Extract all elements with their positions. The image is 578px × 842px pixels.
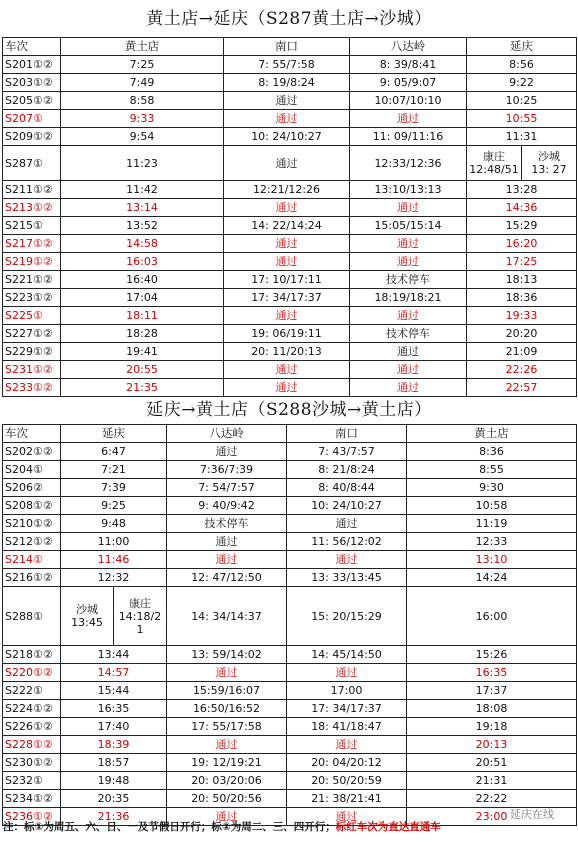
time-cell: 9:22 [467,74,577,92]
kangzhuang-time: 14:18/2 1 [118,609,162,636]
table-row [3,682,577,700]
time-cell: 8: 40/8:44 [287,479,407,497]
time-cell: 9: 40/9:42 [167,497,287,515]
time-cell: 18:08 [407,700,577,718]
train-number: S215① [3,217,61,235]
shacheng-time: 13:45 [71,616,103,629]
time-cell: 20:35 [61,790,167,808]
table-row [3,569,577,587]
train-number: S221①② [3,271,61,289]
watermark: 延庆在线 [510,808,554,821]
time-cell: 7:25 [61,56,224,74]
train-number: S201①② [3,56,61,74]
train-number: S229①② [3,343,61,361]
time-cell: 18:13 [467,271,577,289]
header-col: 黄土店 [407,425,577,443]
time-cell: 17:40 [61,718,167,736]
time-cell: 15:29 [467,217,577,235]
table-row [3,718,577,736]
train-number: S207① [3,110,61,128]
train-number: S214① [3,551,61,569]
time-cell: 20: 50/20:56 [167,790,287,808]
time-cell: 20:51 [407,754,577,772]
header-row [3,425,577,443]
train-number: S234①② [3,790,61,808]
train-number: S209①② [3,128,61,146]
time-cell: 通过 [224,110,350,128]
time-cell: 通过 [287,736,407,754]
time-cell: 16:20 [467,235,577,253]
time-cell: 13:14 [61,199,224,217]
time-cell: 21:31 [407,772,577,790]
time-cell: 8:56 [467,56,577,74]
table-row [3,461,577,479]
table-row [3,646,577,664]
table-row [3,235,577,253]
train-number: S230①② [3,754,61,772]
train-number: S228①② [3,736,61,754]
time-cell: 20: 11/20:13 [224,343,350,361]
train-number: S225① [3,307,61,325]
table-row [3,253,577,271]
time-cell: 14:24 [407,569,577,587]
time-cell: 17:00 [287,682,407,700]
time-cell: 15:05/15:14 [350,217,467,235]
train-number: S212①② [3,533,61,551]
time-cell: 19:48 [61,772,167,790]
time-cell: 通过 [350,307,467,325]
time-cell: 22:57 [467,379,577,397]
table-row [3,551,577,569]
time-cell: 13: 33/13:45 [287,569,407,587]
table-row [3,217,577,235]
time-cell: 11:42 [61,181,224,199]
time-cell: 7: 54/7:57 [167,479,287,497]
time-cell: 8: 39/8:41 [350,56,467,74]
time-cell: 18:39 [61,736,167,754]
train-number: S223①② [3,289,61,307]
time-cell: 16:00 [407,587,577,646]
time-cell: 6:47 [61,443,167,461]
time-cell: 17:37 [407,682,577,700]
train-number: S202①② [3,443,61,461]
table-row [3,271,577,289]
train-number: S224①② [3,700,61,718]
table-row [3,128,577,146]
time-cell: 14:36 [467,199,577,217]
time-cell: 11:46 [61,551,167,569]
table-row [3,343,577,361]
time-cell: 16:03 [61,253,224,271]
header-col: 南口 [224,38,350,56]
table-row [3,181,577,199]
time-cell: 9: 05/9:07 [350,74,467,92]
train-number: S226①② [3,718,61,736]
kangzhuang-cell [467,146,522,181]
header-train: 车次 [3,38,61,56]
header-col: 八达岭 [350,38,467,56]
time-cell: 18:36 [467,289,577,307]
train-number: S233①② [3,379,61,397]
footnote-text: 注：标①为周五、六、日、一及节假日开行；标②为周二、三、四开行； [3,821,336,833]
time-cell: 17: 10/17:11 [224,271,350,289]
header-col: 延庆 [467,38,577,56]
time-cell: 11:23 [61,146,224,181]
footnote-red-text: 标红车次为直达直通车 [335,821,441,833]
time-cell: 12:21/12:26 [224,181,350,199]
time-cell: 20: 50/20:59 [287,772,407,790]
time-cell: 22:26 [467,361,577,379]
time-cell: 7: 43/7:57 [287,443,407,461]
time-cell: 通过 [350,379,467,397]
table-row-s287 [3,146,577,181]
time-cell: 14: 22/14:24 [224,217,350,235]
header-col: 南口 [287,425,407,443]
header-col: 八达岭 [167,425,287,443]
time-cell: 10:25 [467,92,577,110]
time-cell: 20:20 [467,325,577,343]
train-number: S217①② [3,235,61,253]
time-cell: 9:48 [61,515,167,533]
table-row [3,754,577,772]
time-cell: 通过 [224,361,350,379]
time-cell: 20:13 [407,736,577,754]
time-cell: 13: 59/14:02 [167,646,287,664]
timetable-inbound [2,424,577,826]
time-cell: 10:55 [467,110,577,128]
kangzhuang-label: 康庄 [483,150,505,163]
time-cell: 13:10/13:13 [350,181,467,199]
time-cell: 17: 34/17:37 [224,289,350,307]
time-cell: 技术停车 [350,325,467,343]
time-cell: 8: 19/8:24 [224,74,350,92]
time-cell: 21: 38/21:41 [287,790,407,808]
time-cell: 13:44 [61,646,167,664]
time-cell: 21:09 [467,343,577,361]
time-cell: 18:28 [61,325,224,343]
time-cell: 通过 [224,92,350,110]
time-cell: 11: 09/11:16 [350,128,467,146]
time-cell: 18:19/18:21 [350,289,467,307]
shacheng-cell [522,146,577,181]
time-cell: 9:30 [407,479,577,497]
time-cell: 9:54 [61,128,224,146]
time-cell: 9:33 [61,110,224,128]
time-cell: 15: 20/15:29 [287,587,407,646]
time-cell: 20:55 [61,361,224,379]
train-number: S216①② [3,569,61,587]
time-cell: 19: 12/19:21 [167,754,287,772]
table-row [3,533,577,551]
time-cell: 14:57 [61,664,167,682]
time-cell: 10: 24/10:27 [287,497,407,515]
time-cell: 14: 45/14:50 [287,646,407,664]
train-number: S203①② [3,74,61,92]
time-cell: 8:36 [407,443,577,461]
header-row [3,38,577,56]
shacheng-label: 沙城 [538,150,560,163]
shacheng-time: 13: 27 [531,163,567,176]
time-cell: 11:00 [61,533,167,551]
time-cell: 通过 [350,343,467,361]
time-cell: 11:19 [407,515,577,533]
time-cell: 通过 [224,379,350,397]
time-cell: 通过 [224,307,350,325]
table-row [3,56,577,74]
time-cell: 19:33 [467,307,577,325]
table-row [3,479,577,497]
time-cell: 19:18 [407,718,577,736]
time-cell: 11:31 [467,128,577,146]
time-cell: 17: 34/17:37 [287,700,407,718]
table-row [3,700,577,718]
header-train: 车次 [3,425,61,443]
time-cell: 12:33 [407,533,577,551]
kangzhuang-label: 康庄 [129,596,151,610]
time-cell: 技术停车 [350,271,467,289]
time-cell: 18:57 [61,754,167,772]
time-cell: 通过 [287,664,407,682]
train-number: S287① [3,146,61,181]
train-number: S206② [3,479,61,497]
time-cell: 通过 [167,808,287,826]
time-cell: 13:52 [61,217,224,235]
time-cell: 11: 56/12:02 [287,533,407,551]
table-row [3,379,577,397]
train-number: S231①② [3,361,61,379]
time-cell: 13:28 [467,181,577,199]
time-cell: 14: 34/14:37 [167,587,287,646]
time-cell: 17:04 [61,289,224,307]
timetable-outbound [2,37,577,397]
kangzhuang-cell [114,587,167,646]
time-cell: 通过 [224,253,350,271]
section1-title: 黄土店→延庆（S287黄土店→沙城） [146,9,432,29]
time-cell: 15:59/16:07 [167,682,287,700]
time-cell: 12: 47/12:50 [167,569,287,587]
table-row [3,361,577,379]
time-cell: 通过 [224,199,350,217]
time-cell: 15:26 [407,646,577,664]
train-number: S205①② [3,92,61,110]
time-cell: 通过 [350,199,467,217]
time-cell: 17:25 [467,253,577,271]
header-col: 黄土店 [61,38,224,56]
time-cell: 通过 [167,664,287,682]
time-cell: 通过 [167,736,287,754]
table-row [3,307,577,325]
time-cell: 10:58 [407,497,577,515]
train-number: S288① [3,587,61,646]
train-number: S236①② [3,808,61,826]
time-cell: 20: 04/20:12 [287,754,407,772]
train-number: S210①② [3,515,61,533]
train-number: S227①② [3,325,61,343]
time-cell: 20: 03/20:06 [167,772,287,790]
section2-title: 延庆→黄土店（S288沙城→黄土店） [146,400,432,420]
train-number: S219①② [3,253,61,271]
time-cell: 18:11 [61,307,224,325]
time-cell: 17: 55/17:58 [167,718,287,736]
table-row [3,443,577,461]
time-cell: 15:44 [61,682,167,700]
time-cell: 7:21 [61,461,167,479]
time-cell: 12:33/12:36 [350,146,467,181]
time-cell: 通过 [224,235,350,253]
train-number: S211①② [3,181,61,199]
time-cell: 通过 [287,515,407,533]
time-cell: 通过 [350,235,467,253]
time-cell: 19:41 [61,343,224,361]
table-row [3,497,577,515]
train-number: S232① [3,772,61,790]
table-row [3,92,577,110]
time-cell: 通过 [350,361,467,379]
time-cell: 9:25 [61,497,167,515]
time-cell: 23:00 [407,808,577,826]
time-cell: 21:35 [61,379,224,397]
time-cell: 21:36 [61,808,167,826]
train-number: S222① [3,682,61,700]
train-number: S220①② [3,664,61,682]
shacheng-label: 沙城 [76,603,98,616]
time-cell: 12:32 [61,569,167,587]
table-row [3,325,577,343]
time-cell: 10: 24/10:27 [224,128,350,146]
time-cell: 通过 [287,808,407,826]
time-cell: 16:35 [407,664,577,682]
time-cell: 7:39 [61,479,167,497]
train-number: S213①② [3,199,61,217]
time-cell: 18: 41/18:47 [287,718,407,736]
time-cell: 13:10 [407,551,577,569]
time-cell: 7:49 [61,74,224,92]
footnote [3,818,575,836]
table-row [3,74,577,92]
time-cell: 22:22 [407,790,577,808]
kangzhuang-time: 12:48/51 [469,163,519,176]
table-row [3,199,577,217]
header-col: 延庆 [61,425,167,443]
time-cell: 通过 [350,253,467,271]
time-cell: 16:35 [61,700,167,718]
table-row-s288 [3,587,577,646]
time-cell: 8:55 [407,461,577,479]
table-row [3,790,577,808]
table-row [3,515,577,533]
table-row [3,289,577,307]
train-number: S204① [3,461,61,479]
time-cell: 技术停车 [167,515,287,533]
time-cell: 通过 [167,533,287,551]
time-cell: 8: 21/8:24 [287,461,407,479]
time-cell: 7:36/7:39 [167,461,287,479]
table-row [3,772,577,790]
time-cell: 通过 [167,443,287,461]
time-cell: 16:40 [61,271,224,289]
time-cell: 通过 [350,110,467,128]
time-cell: 通过 [167,551,287,569]
time-cell: 14:58 [61,235,224,253]
table-row [3,664,577,682]
train-number: S218①② [3,646,61,664]
shacheng-cell [61,587,114,646]
time-cell: 通过 [224,146,350,181]
time-cell: 通过 [287,551,407,569]
time-cell: 19: 06/19:11 [224,325,350,343]
time-cell: 10:07/10:10 [350,92,467,110]
table-row [3,736,577,754]
time-cell: 16:50/16:52 [167,700,287,718]
time-cell: 7: 55/7:58 [224,56,350,74]
train-number: S208①② [3,497,61,515]
table-row [3,110,577,128]
time-cell: 8:58 [61,92,224,110]
